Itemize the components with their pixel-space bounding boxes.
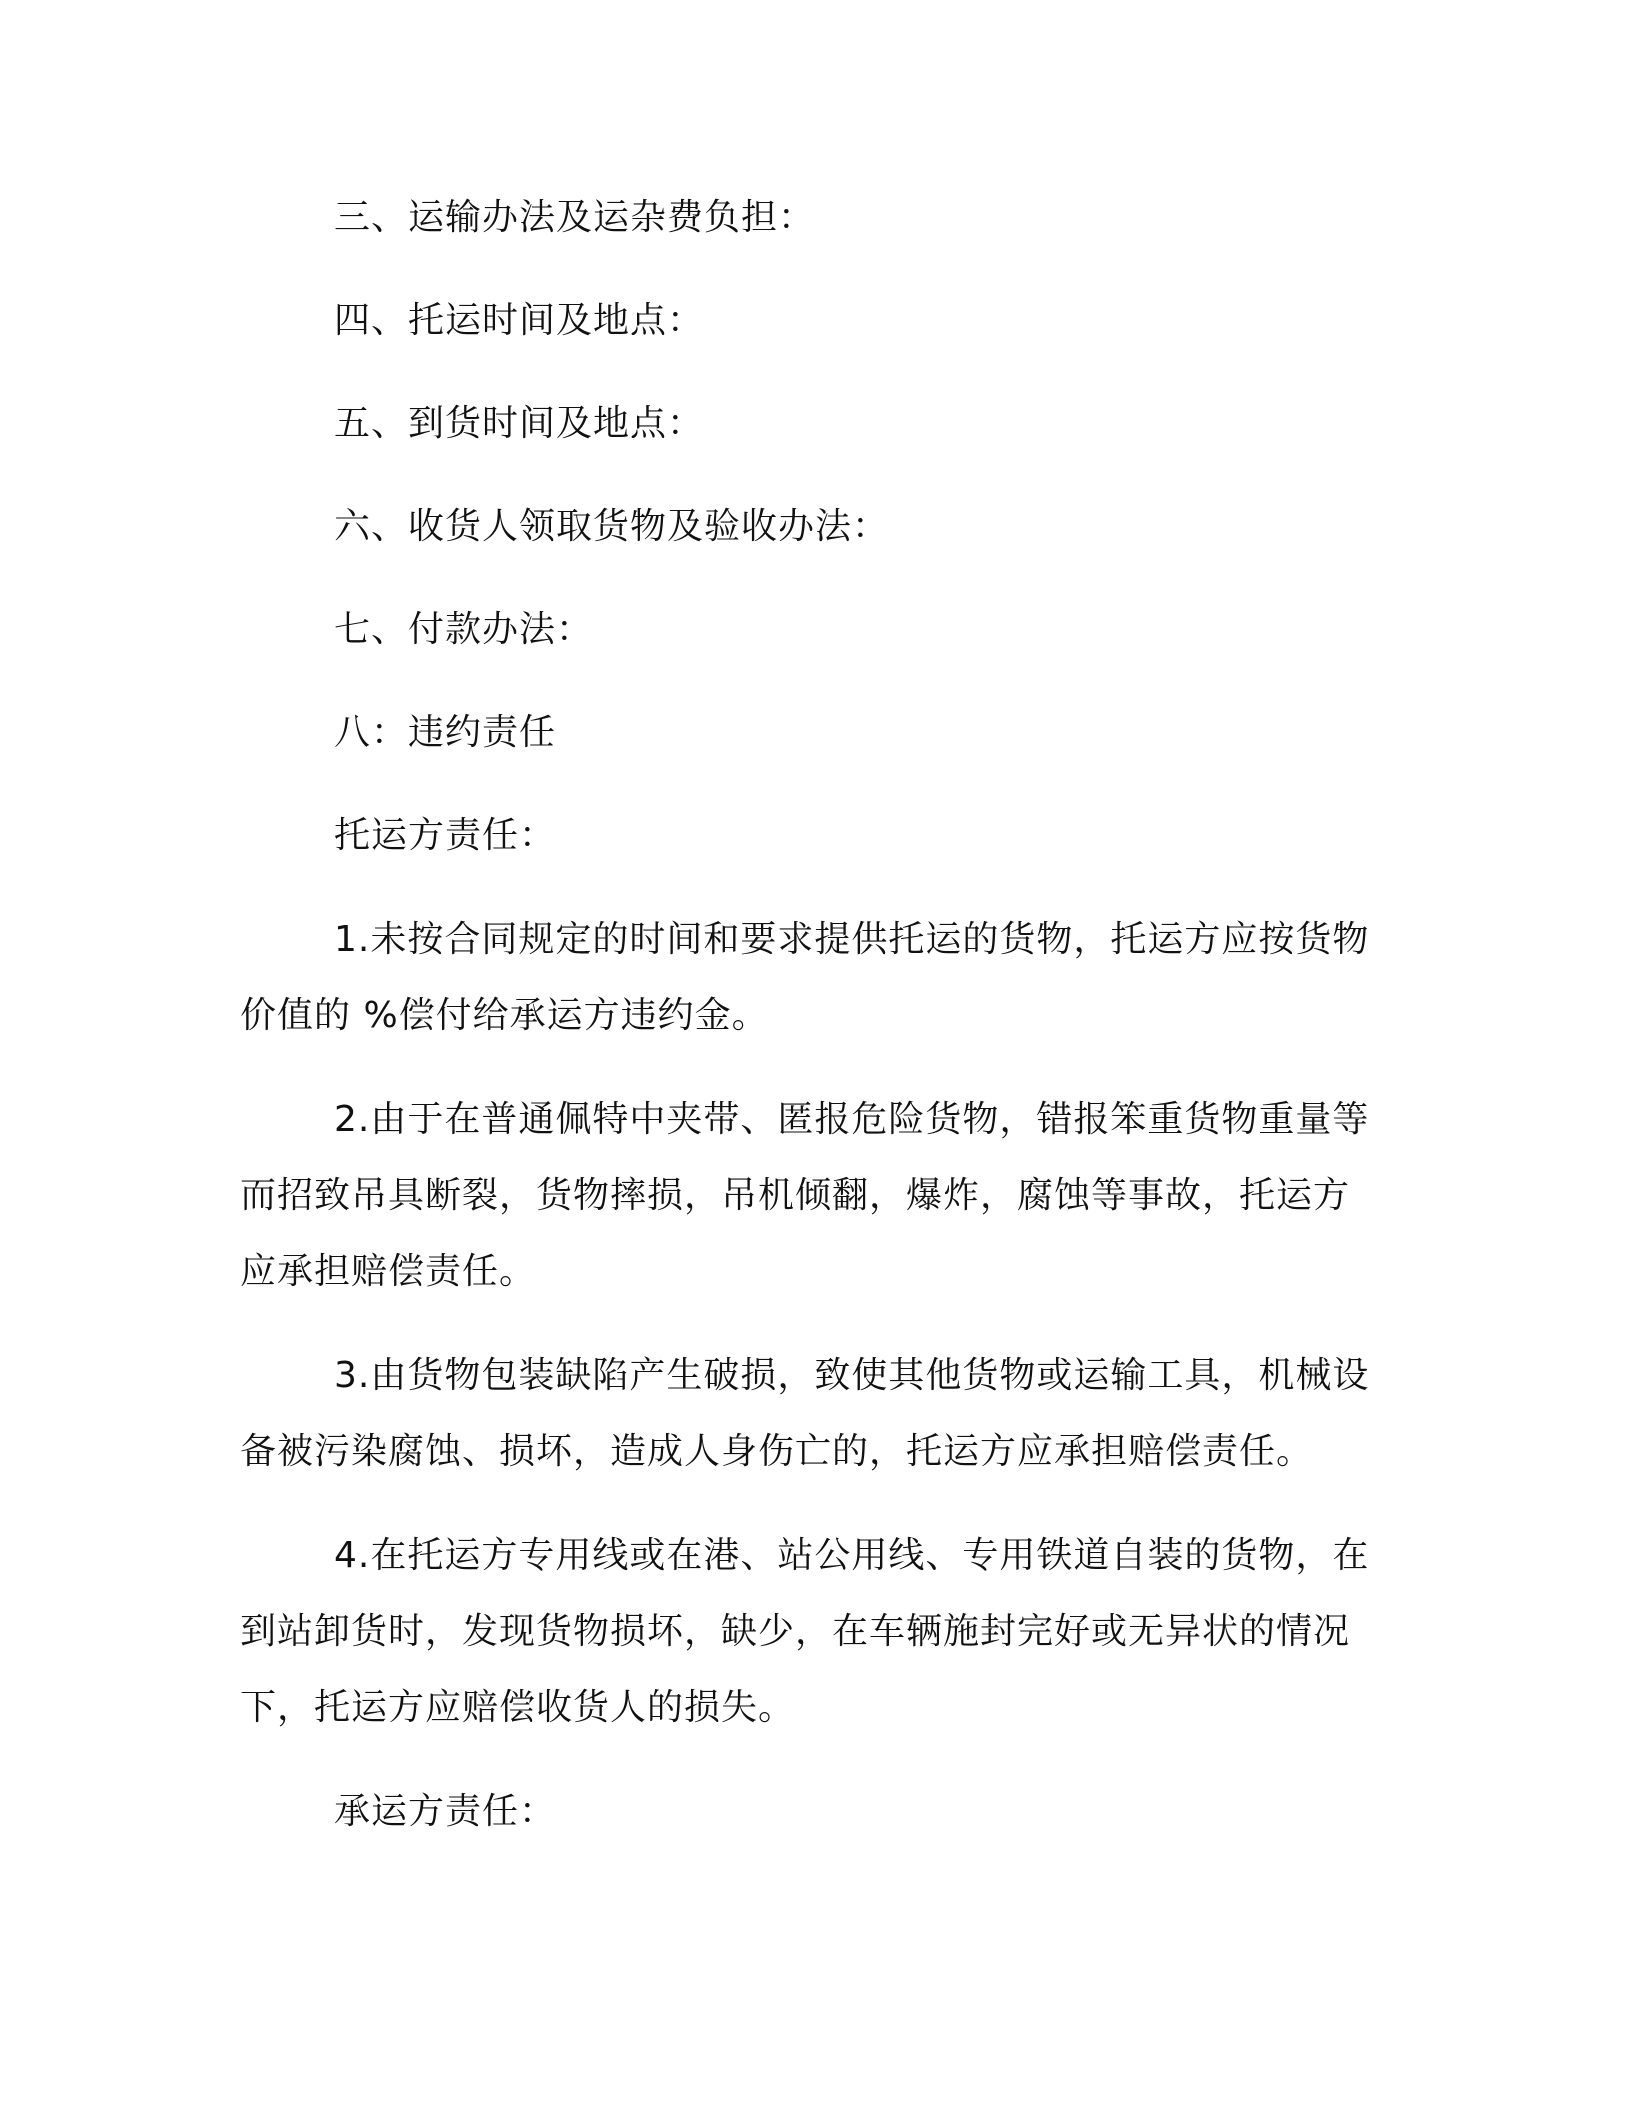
carrier-responsibility-heading: 承运方责任：	[334, 1791, 557, 1832]
section-6-heading: 六、收货人领取货物及验收办法：	[334, 506, 890, 547]
clause-4-line-1: 4.在托运方专用线或在港、站公用线、专用铁道自装的货物，在	[334, 1535, 1370, 1576]
clause-1-line-2: 价值的 %偿付给承运方违约金。	[240, 995, 769, 1036]
clause-1-line-1: 1.未按合同规定的时间和要求提供托运的货物，托运方应按货物	[334, 919, 1370, 960]
clause-2-line-3: 应承担赔偿责任。	[240, 1251, 537, 1292]
clause-3-line-1: 3.由货物包装缺陷产生破损，致使其他货物或运输工具，机械设	[334, 1355, 1370, 1396]
section-8-heading: 八：违约责任	[334, 712, 557, 753]
clause-2-line-2: 而招致吊具断裂，货物摔损，吊机倾翻，爆炸，腐蚀等事故，托运方	[240, 1175, 1351, 1216]
section-3-heading: 三、运输办法及运杂费负担：	[334, 197, 816, 238]
section-7-heading: 七、付款办法：	[334, 609, 594, 650]
shipper-responsibility-heading: 托运方责任：	[334, 815, 557, 856]
section-4-heading: 四、托运时间及地点：	[334, 300, 705, 341]
clause-4-line-2: 到站卸货时，发现货物损坏，缺少，在车辆施封完好或无异状的情况	[240, 1611, 1351, 1652]
clause-4-line-3: 下，托运方应赔偿收货人的损失。	[240, 1687, 796, 1728]
section-5-heading: 五、到货时间及地点：	[334, 403, 705, 444]
clause-2-line-1: 2.由于在普通佩特中夹带、匿报危险货物，错报笨重货物重量等	[334, 1099, 1370, 1140]
clause-3-line-2: 备被污染腐蚀、损坏，造成人身伤亡的，托运方应承担赔偿责任。	[240, 1431, 1314, 1472]
